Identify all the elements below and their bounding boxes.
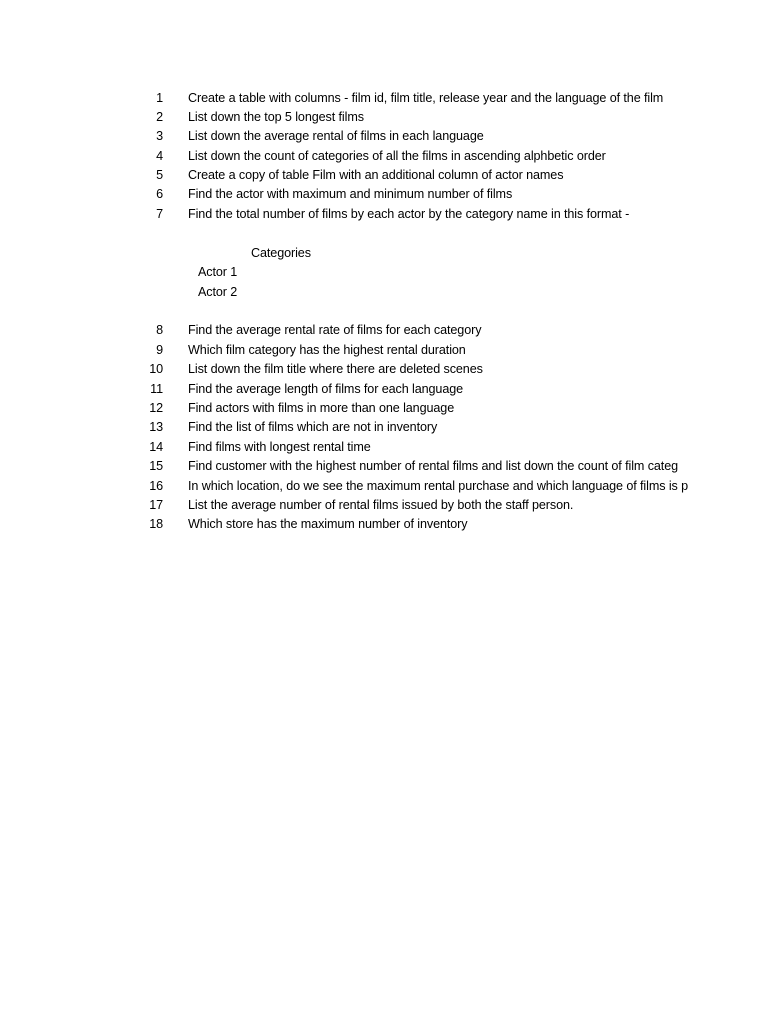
- question-text: Find the average rental rate of films for each category: [188, 323, 482, 337]
- question-row: [0, 438, 698, 457]
- question-number: 2: [156, 110, 163, 124]
- question-row: [0, 515, 698, 534]
- question-text: Find customer with the highest number of rental films and list down the count of film categ: [188, 459, 678, 473]
- question-row: [0, 399, 698, 418]
- question-number: 10: [149, 362, 163, 376]
- question-number: 13: [149, 420, 163, 434]
- question-text: Find the average length of films for each language: [188, 382, 464, 396]
- question-number: 7: [156, 207, 163, 221]
- question-text: List down the count of categories of all the films in ascending alphbetic order: [188, 149, 606, 163]
- question-number: 14: [149, 440, 163, 454]
- question-text: In which location, do we see the maximum rental purchase and which language of films is p: [188, 479, 689, 493]
- question-row: [0, 89, 698, 108]
- question-row: [0, 496, 698, 515]
- question-text: Find the actor with maximum and minimum number of films: [188, 187, 513, 201]
- question-number: 5: [156, 168, 163, 182]
- format-row: [0, 283, 698, 302]
- question-number: 9: [156, 343, 163, 357]
- question-number: 3: [156, 129, 163, 143]
- question-row: [0, 341, 698, 360]
- question-text: Create a table with columns - film id, film title, release year and the language of the film: [188, 91, 664, 105]
- question-text: List down the top 5 longest films: [188, 110, 364, 124]
- question-row: [0, 147, 698, 166]
- question-text: Find the total number of films by each actor by the category name in this format -: [188, 207, 630, 221]
- question-number: 6: [156, 187, 163, 201]
- question-row: [0, 185, 698, 204]
- question-row: [0, 205, 698, 224]
- actor-label: Actor 2: [198, 285, 238, 299]
- question-text: List down the average rental of films in each language: [188, 129, 484, 143]
- question-row: [0, 166, 698, 185]
- question-number: 15: [149, 459, 163, 473]
- question-number: 11: [150, 382, 163, 396]
- question-text: List down the film title where there are deleted scenes: [188, 362, 483, 376]
- format-row: [0, 263, 698, 282]
- categories-header: Categories: [251, 246, 311, 260]
- question-row: [0, 321, 698, 340]
- actor-label: Actor 1: [198, 265, 238, 279]
- question-number: 17: [149, 498, 163, 512]
- question-row: [0, 380, 698, 399]
- question-row: [0, 457, 698, 476]
- question-row: [0, 108, 698, 127]
- question-text: Find actors with films in more than one language: [188, 401, 455, 415]
- question-row: [0, 477, 698, 496]
- question-text: Which store has the maximum number of inventory: [188, 517, 468, 531]
- question-number: 1: [156, 91, 163, 105]
- question-row: [0, 418, 698, 437]
- question-row: [0, 127, 698, 146]
- question-text: Create a copy of table Film with an additional column of actor names: [188, 168, 564, 182]
- question-text: List the average number of rental films issued by both the staff person.: [188, 498, 574, 512]
- question-row: [0, 360, 698, 379]
- question-number: 4: [156, 149, 163, 163]
- question-text: Find films with longest rental time: [188, 440, 371, 454]
- format-header-row: [0, 244, 698, 263]
- question-number: 8: [156, 323, 163, 337]
- question-text: Find the list of films which are not in inventory: [188, 420, 438, 434]
- question-text: Which film category has the highest rental duration: [188, 343, 466, 357]
- question-number: 18: [149, 517, 163, 531]
- question-number: 16: [149, 479, 163, 493]
- question-number: 12: [149, 401, 163, 415]
